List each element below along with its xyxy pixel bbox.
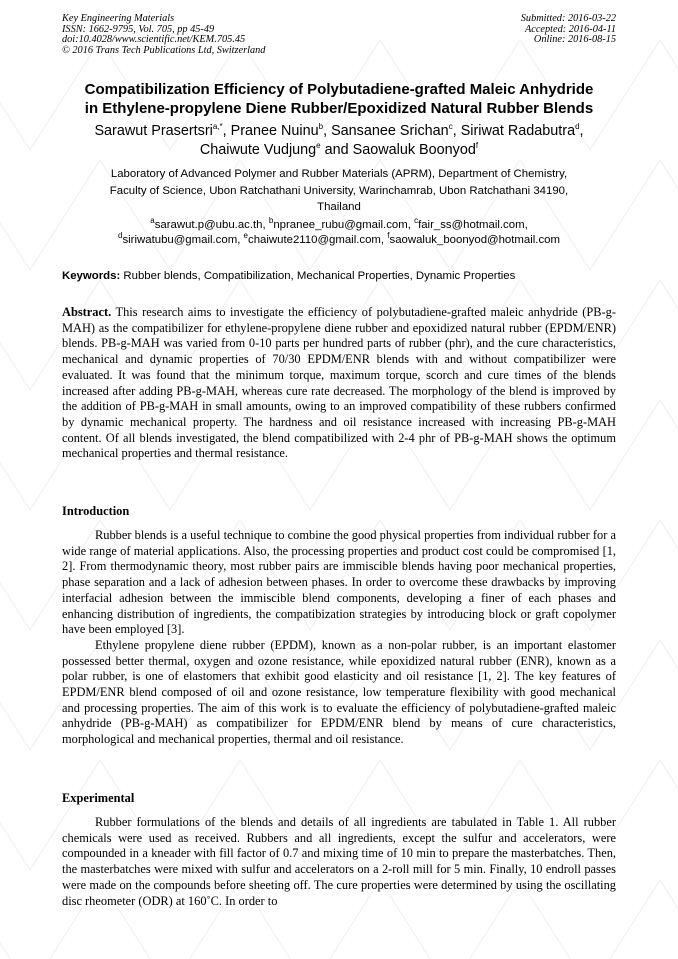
email: fair_ss@hotmail.com xyxy=(418,219,525,231)
paragraph: Rubber blends is a useful technique to combine the good physical properties from individual rubber for a wide range of material applications. Also, the processing properties and product cost could be compromised [1, 2]. From thermodynamic theory, most rubber pairs are immiscible blends having poor mechanical properties, phase separation and a lack of adhesion between phases. In order to overcome these drawbacks by improving interfacial adhesion between the immiscible blend components, developing a finer of each phases and enhancing distribution of ingredients, the compatibization strategies by introducing block or graft copolymer have been employed [3]. xyxy=(62,528,616,637)
author-mark: f xyxy=(475,141,479,151)
issn-line: ISSN: 1662-9795, Vol. 705, pp 45-49 xyxy=(62,23,215,35)
author-name: Pranee Nuinu xyxy=(230,123,319,139)
introduction-section xyxy=(62,528,616,748)
author-line: Chaiwute Vudjung$^e$ and Saowaluk Boonyod$^f$ xyxy=(199,141,479,158)
affiliation: Laboratory of Advanced Polymer and Rubber Materials (APRM), Department of Chemistry, Faculty of Science, Ubon Ratchathani University, Warinchamrab, Ubon Ratchathani 34190, Thailand xyxy=(109,168,569,213)
author-mark: b xyxy=(318,122,324,132)
paragraph: Ethylene propylene diene rubber (EPDM), known as a non-polar rubber, is an important elastomer possessed better thermal, oxygen and ozone resistance, while epoxidized natural rubber (ENR), known as a polar rubber, is one of elastomers that exhibit good elasticity and oil resistance [1, 2]. The key features of EPDM/ENR blend composed of oil and ozone resistance, low temperature flexibility with good mechanical and processing properties. The aim of this work is to evaluate the efficiency of polybutadiene-grafted maleic anhydride (PB-g-MAH) as compatibilizer for EPDM/ENR blend by means of cure characteristics, morphological and mechanical properties, thermal and oil resistance. xyxy=(62,637,616,747)
section-heading-introduction: Introduction xyxy=(62,504,130,518)
title-line: in Ethylene-propylene Diene Rubber/Epoxidized Natural Rubber Blends xyxy=(84,100,594,117)
author-name: Saowaluk Boonyod xyxy=(352,142,476,158)
email: sarawut.p@ubu.ac.th xyxy=(154,219,263,231)
paragraph: Rubber formulations of the blends and details of all ingredients are tabulated in Table 1. All rubber chemicals were used as received. Rubbers and all ingredients, except the sulfur and accelerators, were compounded in a kneader with fill factor of 0.7 and mixing time of 10 min to prepare the masterbatches. Then, the masterbatches were mixed with sulfur and accelerators on a 2-roll mill for 5 min. Finally, 10 endroll passes were made on the compounds before sheeting off. The cure properties were determined by using the oscillating disc rheometer (ODR) at 160˚C. In order to xyxy=(62,815,616,908)
author-mark: a,* xyxy=(212,122,223,132)
experimental-section xyxy=(62,815,616,909)
submitted-date: Submitted: 2016-03-22 xyxy=(520,13,616,24)
email: siriwatubu@gmail.com xyxy=(122,234,238,246)
author-name: Chaiwute Vudjung xyxy=(199,142,317,158)
section-heading-experimental: Experimental xyxy=(62,791,135,805)
doi-line: doi:10.4028/www.scientific.net/KEM.705.45 xyxy=(62,34,246,46)
author-mark: d xyxy=(575,122,580,132)
email-line: $^a$sarawut.p@ubu.ac.th, $^b$npranee_rubu@gmail.com, $^c$fair_ss@hotmail.com, xyxy=(150,216,528,231)
author-name: Siriwat Radabutra xyxy=(460,123,576,139)
author-mark: e xyxy=(316,141,321,151)
email: saowaluk_boonyod@hotmail.com xyxy=(389,234,560,246)
author-line: Sarawut Prasertsri$^{a,*}$, Pranee Nuinu$^b$, Sansanee Srichan$^c$, Siriwat Radabutra$^d$, xyxy=(94,122,584,139)
paper-title xyxy=(50,80,628,118)
abstract xyxy=(62,305,616,462)
journal-info xyxy=(62,14,265,56)
author-mark: c xyxy=(448,122,453,132)
copyright-line: © 2016 Trans Tech Publications Ltd, Switzerland xyxy=(62,44,266,56)
dates-info xyxy=(521,14,616,46)
keywords-text: Rubber blends, Compatibilization, Mechanical Properties, Dynamic Properties xyxy=(123,270,516,282)
abstract-text: This research aims to investigate the efficiency of polybutadiene-grafted maleic anhydride (PB-g-MAH) as the compatibilizer for ethylene-propylene diene rubber and epoxidized natural rubber (EPDM/ENR) blends. PB-g-MAH was varied from 0-10 parts per hundred parts of rubber (phr), and the cure characteristics, mechanical and dynamic properties of 70/30 EPDM/ENR blends with and without compatibilizer were evaluated. It was found that the minimum torque, maximum torque, scorch and cure times of the blends increased after adding PB-g-MAH, whereas cure rate decreased. The morphology of the blend is improved by the addition of PB-g-MAH in small amounts, owing to an improved compatibility of these rubbers confirmed by dynamic mechanical property. The hardness and oil resistance increased with increasing PB-g-MAH content. Of all blends investigated, the blend compatibilized with 2-4 phr of PB-g-MAH shows the optimum mechanical properties and thermal resistance. xyxy=(62,305,616,461)
author-name: Sarawut Prasertsri xyxy=(94,123,213,139)
email: npranee_rubu@gmail.com xyxy=(273,219,408,231)
keywords xyxy=(62,269,616,283)
journal-name: Key Engineering Materials xyxy=(62,13,175,24)
keywords-label: Keywords: xyxy=(62,270,121,282)
accepted-date: Accepted: 2016-04-11 xyxy=(524,23,616,35)
author-emails xyxy=(50,218,628,248)
author-list xyxy=(40,122,638,160)
abstract-label: Abstract. xyxy=(62,305,112,319)
email: chaiwute2110@gmail.com xyxy=(248,234,381,246)
title-line: Compatibilization Efficiency of Polybutadiene-grafted Maleic Anhydride xyxy=(84,81,594,98)
online-date: Online: 2016-08-15 xyxy=(533,34,616,46)
email-line: $^d$siriwatubu@gmail.com, $^e$chaiwute2110@gmail.com, $^f$saowaluk_boonyod@hotmail.com xyxy=(118,231,560,246)
author-name: Sansanee Srichan xyxy=(331,123,449,139)
